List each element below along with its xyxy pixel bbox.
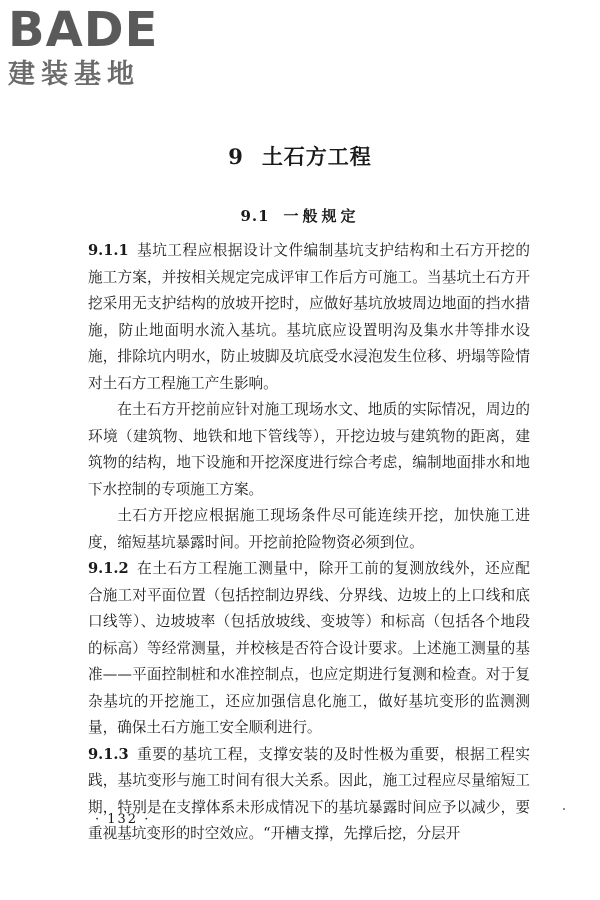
section-number: 9.1 bbox=[240, 207, 270, 225]
paragraph-9-1-3 bbox=[88, 742, 530, 848]
clause-number: 9.1.3 bbox=[88, 745, 129, 763]
chapter-title-text: 土石方工程 bbox=[261, 144, 372, 169]
page-number: · 132 · bbox=[95, 812, 151, 827]
paragraph-text: 在土石方开挖前应针对施工现场水文、地质的实际情况，周边的环境（建筑物、地铁和地下管线等），开挖边坡与建筑物的距离，建筑物的结构，地下设施和开挖深度进行综合考虑，编制地面排水和地下水控制的专项施工方案。 bbox=[88, 401, 530, 498]
body-text bbox=[88, 238, 530, 848]
paragraph bbox=[88, 503, 530, 556]
publisher-logo bbox=[8, 4, 178, 94]
scan-dot bbox=[563, 808, 565, 810]
logo-brand: BADE bbox=[8, 2, 159, 58]
clause-number: 9.1.2 bbox=[88, 560, 129, 577]
logo-subtitle: 建装基地 bbox=[8, 59, 140, 90]
section-title bbox=[0, 205, 600, 226]
chapter-title bbox=[0, 141, 600, 171]
paragraph-text: 重要的基坑工程，支撑安装的及时性极为重要，根据工程实践，基坑变形与施工时间有很大关系。因此，施工过程应尽量缩短工期，特别是在支撑体系未形成情况下的基坑暴露时间应予以减少，要重视基坑变形的时空效应。“开槽支撑，先撑后挖，分层开 bbox=[88, 745, 530, 842]
section-title-text: 一般规定 bbox=[283, 207, 360, 225]
paragraph-text: 在土石方工程施工测量中，除开工前的复测放线外，还应配合施工对平面位置（包括控制边界线、分界线、边坡上的上口线和底口线等）、边坡坡率（包括放坡线、变坡等）和标高（包括各个地段的标高）等经常测量，并校核是否符合设计要求。上述施工测量的基准——平面控制桩和水准控制点，也应定期进行复测和检查。对于复杂基坑的开挖施工，还应加强信息化施工，做好基坑变形的监测测量，确保土石方施工安全顺利进行。 bbox=[88, 560, 530, 736]
clause-number: 9.1.1 bbox=[88, 242, 129, 259]
paragraph-text: 土石方开挖应根据施工现场条件尽可能连续开挖，加快施工进度，缩短基坑暴露时间。开挖前抢险物资必须到位。 bbox=[88, 507, 530, 551]
chapter-number: 9 bbox=[228, 144, 244, 169]
paragraph-9-1-1 bbox=[88, 238, 530, 397]
paragraph-text: 基坑工程应根据设计文件编制基坑支护结构和土石方开挖的施工方案，并按相关规定完成评审工作后方可施工。当基坑土石方开挖采用无支护结构的放坡开挖时，应做好基坑放坡周边地面的挡水措施，防止地面明水流入基坑。基坑底应设置明沟及集水井等排水设施，排除坑内明水，防止坡脚及坑底受水浸泡发生位移、坍塌等险情对土石方工程施工产生影响。 bbox=[88, 242, 530, 392]
paragraph-9-1-2 bbox=[88, 556, 530, 742]
paragraph bbox=[88, 397, 530, 503]
